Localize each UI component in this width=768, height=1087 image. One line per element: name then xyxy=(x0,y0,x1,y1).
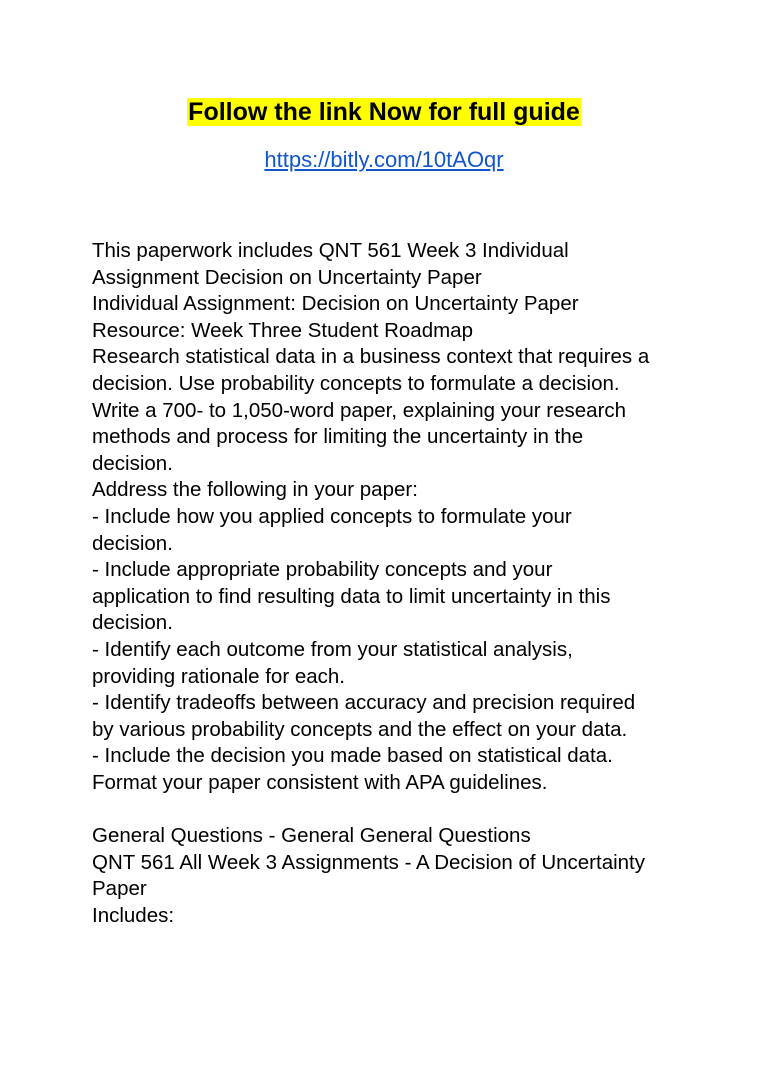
text-line: This paperwork includes QNT 561 Week 3 Individual xyxy=(92,239,569,262)
text-line: Includes: xyxy=(92,903,175,927)
text-line: - Include how you applied concepts to formulate your xyxy=(92,504,572,528)
text-line: General Questions - General General Questions xyxy=(92,824,531,848)
page-title: Follow the link Now for full guide xyxy=(188,98,580,126)
text-line: Research statistical data in a business context that requires a xyxy=(92,345,650,369)
text-line: by various probability concepts and the effect on your data. xyxy=(92,717,628,741)
text-line: - Identify each outcome from your statistical analysis, xyxy=(92,637,573,661)
text-line: decision. xyxy=(92,451,173,475)
text-line: Individual Assignment: Decision on Uncertainty Paper xyxy=(92,292,579,316)
header-link-row xyxy=(0,146,768,174)
text-line: decision. xyxy=(92,531,173,555)
text-line: providing rationale for each. xyxy=(92,664,345,688)
text-line: - Include the decision you made based on statistical data. xyxy=(92,744,613,768)
text-line: QNT 561 All Week 3 Assignments - A Decision of Uncertainty xyxy=(92,850,645,874)
text-line: - Identify tradeoffs between accuracy and precision required xyxy=(92,691,636,715)
text-line: Format your paper consistent with APA guidelines. xyxy=(92,770,548,794)
text-line: methods and process for limiting the uncertainty in the xyxy=(92,425,584,449)
text-line: Write a 700- to 1,050-word paper, explaining your research xyxy=(92,398,627,422)
text-line: Paper xyxy=(92,877,147,901)
text-line: Assignment Decision on Uncertainty Paper xyxy=(92,265,482,289)
body-text xyxy=(92,238,692,929)
paragraph-gap xyxy=(92,796,692,823)
text-line: decision. xyxy=(92,611,173,635)
text-line: application to find resulting data to limit uncertainty in this xyxy=(92,584,611,608)
guide-link[interactable]: https://bitly.com/10tAOqr xyxy=(264,147,504,172)
header-title-row xyxy=(0,95,768,129)
text-line: Resource: Week Three Student Roadmap xyxy=(92,318,473,342)
text-line: Address the following in your paper: xyxy=(92,478,418,502)
text-line: decision. Use probability concepts to formulate a decision. xyxy=(92,371,620,395)
text-line: - Include appropriate probability concepts and your xyxy=(92,558,553,582)
